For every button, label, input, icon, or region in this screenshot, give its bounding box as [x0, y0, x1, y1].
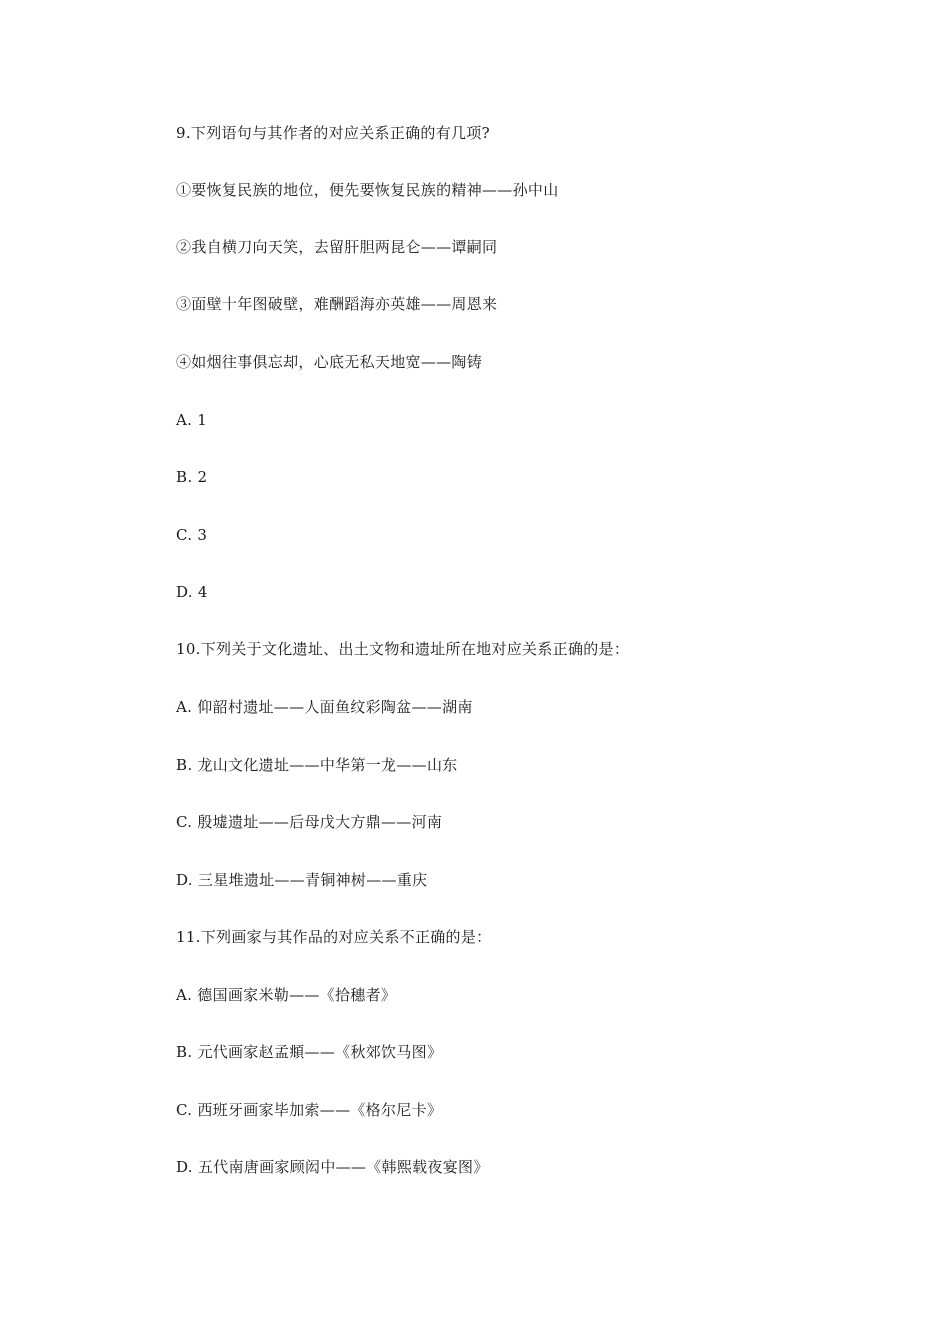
question-9-statement-1: ①要恢复民族的地位，便先要恢复民族的精神——孙中山	[176, 181, 559, 199]
question-9-statement-2: ②我自横刀向天笑，去留肝胆两昆仑——谭嗣同	[176, 238, 498, 256]
question-9-option-a: A. 1	[176, 411, 208, 429]
question-11-option-b: B. 元代画家赵孟頫——《秋郊饮马图》	[176, 1043, 443, 1061]
question-10-option-d: D. 三星堆遗址——青铜神树——重庆	[176, 871, 428, 889]
question-11-stem: 11.下列画家与其作品的对应关系不正确的是：	[176, 928, 492, 946]
question-11-option-c: C. 西班牙画家毕加索——《格尔尼卡》	[176, 1101, 443, 1119]
question-9-statement-4: ④如烟往事俱忘却，心底无私天地宽——陶铸	[176, 353, 483, 371]
question-11-option-a: A. 德国画家米勒——《拾穗者》	[176, 986, 397, 1004]
question-10-option-a: A. 仰韶村遗址——人面鱼纹彩陶盆——湖南	[176, 698, 473, 716]
question-10-option-b: B. 龙山文化遗址——中华第一龙——山东	[176, 756, 458, 774]
question-9-option-c: C. 3	[176, 526, 208, 544]
question-9-stem: 9.下列语句与其作者的对应关系正确的有几项?	[176, 124, 490, 142]
question-9-option-b: B. 2	[176, 468, 208, 486]
question-11-option-d: D. 五代南唐画家顾闳中——《韩熙载夜宴图》	[176, 1158, 489, 1176]
question-9-option-d: D. 4	[176, 583, 208, 601]
question-10-stem: 10.下列关于文化遗址、出土文物和遗址所在地对应关系正确的是：	[176, 640, 630, 658]
question-9-statement-3: ③面壁十年图破壁，难酬蹈海亦英雄——周恩来	[176, 295, 498, 313]
question-10-option-c: C. 殷墟遗址——后母戊大方鼎——河南	[176, 813, 443, 831]
